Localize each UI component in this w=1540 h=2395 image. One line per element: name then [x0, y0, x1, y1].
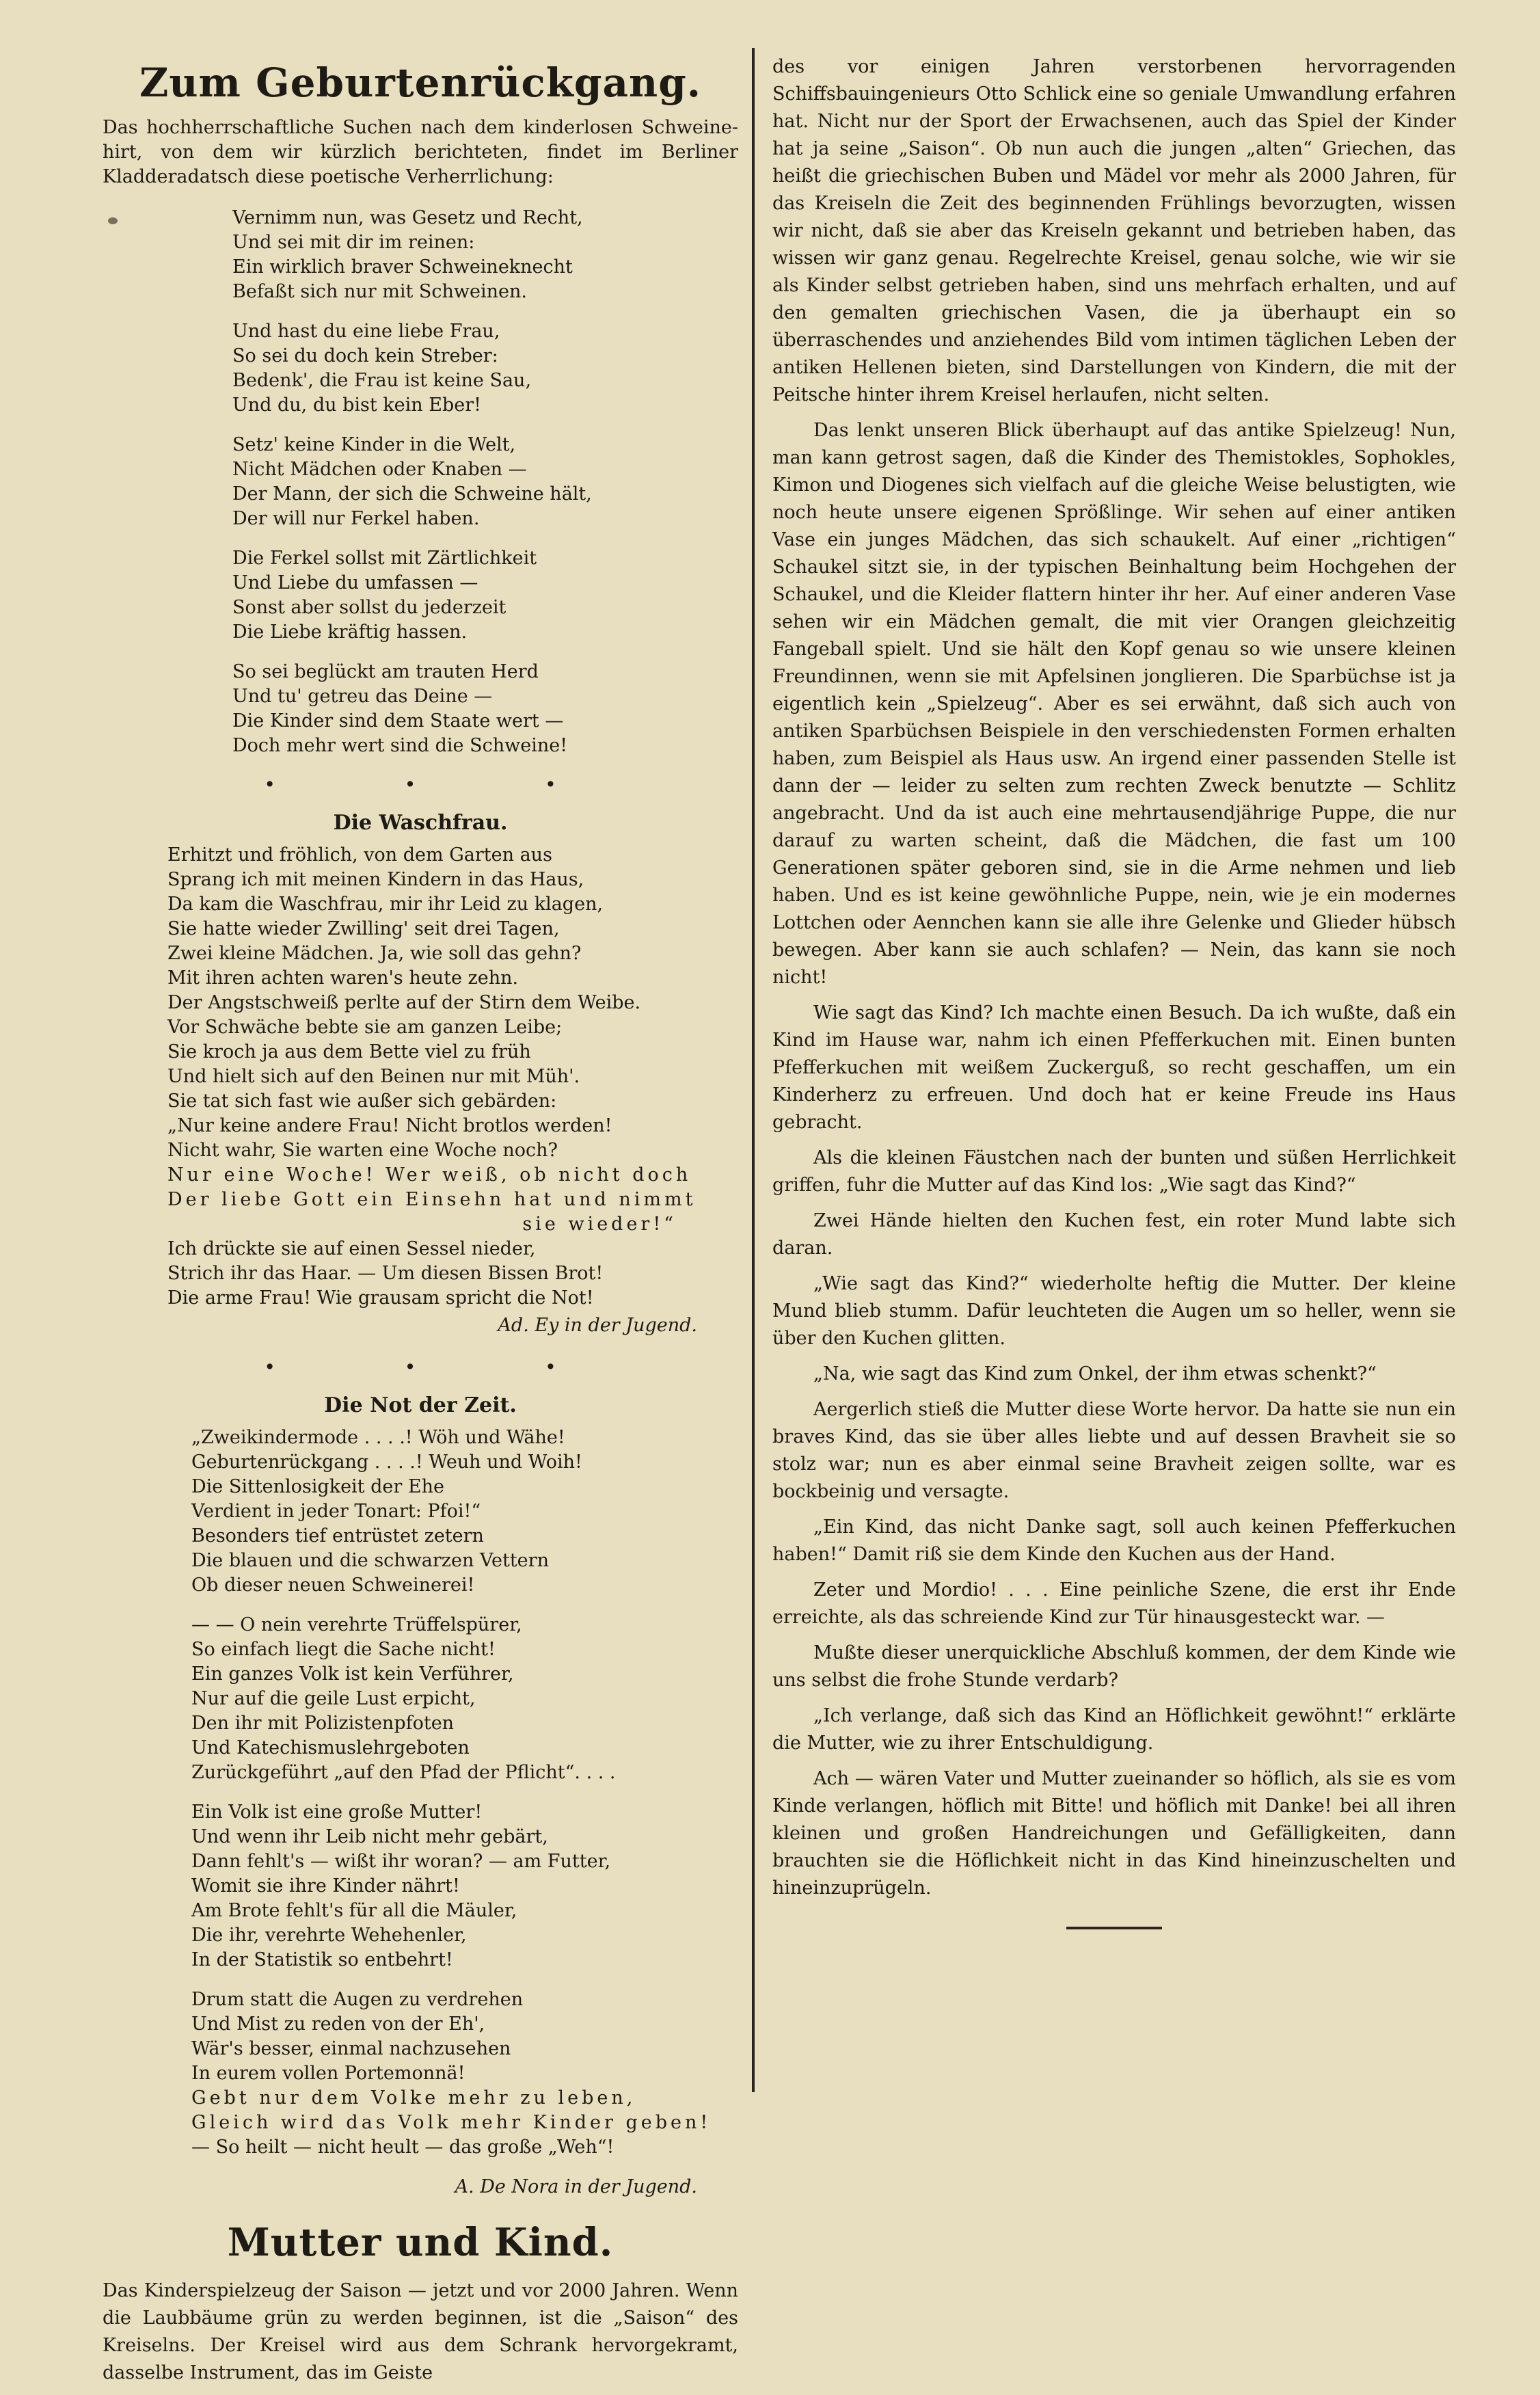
article-paragraph: „Na, wie sagt das Kind zum Onkel, der ihm etwas schenkt?“	[813, 1363, 1377, 1384]
poem-line: Der Angstschweiß perlte auf der Stirn dem Weibe.	[167, 991, 641, 1013]
article-paragraph: Als die kleinen Fäustchen nach der bunten und süßen Herrlichkeit griffen, fuhr die Mutter auf das Kind los: „Wie sagt das Kind?“	[772, 1147, 1456, 1196]
poem-line: Bedenk', die Frau ist keine Sau,	[232, 369, 532, 391]
poem-line: Am Brote fehlt's für all die Mäuler,	[191, 1899, 517, 1921]
column-rule	[752, 48, 755, 2092]
article-paragraph: Ach — wären Vater und Mutter zueinander so höflich, als sie es vom Kinde verlangen, höflich mit Bitte! und höflich mit Danke! bei all ihren kleinen und großen Handreichungen und Gefälligkeiten, dann brauchten sie die Höflichkeit nicht in das Kind hineinzuschelten und hineinzuprügeln.	[772, 1768, 1456, 1899]
right-column	[772, 53, 1456, 1929]
poem-line: Die Kinder sind dem Staate wert —	[232, 710, 564, 732]
poem-line: Die Sittenlosigkeit der Ehe	[191, 1475, 444, 1497]
article-intro: Das hochherrschaftliche Suchen nach dem kinderlosen Schweine-hirt, von dem wir kürzlich berichteten, findet im Berliner Kladderadatsch diese poetische Verherrlichung:	[103, 116, 738, 187]
poem-not-der-zeit	[191, 1426, 738, 2160]
article-paragraph: Aergerlich stieß die Mutter diese Worte hervor. Da hatte sie nun ein braves Kind, das sie über alles liebte und auf dessen Bravheit sie so stolz war; nun es aber einmal seine Bravheit zeigen sollte, war es bockbeinig und versagte.	[772, 1399, 1456, 1502]
poem-line: Geburtenrückgang . . . .! Weuh und Woih!	[191, 1451, 582, 1473]
poem-line: Zwei kleine Mädchen. Ja, wie soll das gehn?	[167, 942, 582, 964]
poem-line: Die ihr, verehrte Wehehenler,	[191, 1924, 467, 1946]
poem-line: Die Ferkel sollst mit Zärtlichkeit	[232, 547, 537, 569]
poem-line: Und sei mit dir im reinen:	[232, 231, 475, 253]
poem-line: Und du, du bist kein Eber!	[232, 394, 481, 416]
poem-line: Und hielt sich auf den Beinen nur mit Müh'.	[167, 1065, 580, 1087]
poem-title: Die Waschfrau.	[333, 810, 508, 835]
poem-line: Befaßt sich nur mit Schweinen.	[232, 280, 527, 302]
poem-line: Besonders tief entrüstet zetern	[191, 1525, 484, 1547]
poem-line: Womit sie ihre Kinder nährt!	[191, 1875, 460, 1897]
poem-line: Dann fehlt's — wißt ihr woran? — am Futter,	[191, 1850, 611, 1872]
article-title: Zum Geburtenrückgang.	[139, 59, 701, 106]
article-paragraph: Zwei Hände hielten den Kuchen fest, ein roter Mund labte sich daran.	[772, 1210, 1456, 1259]
section-separator: • • •	[264, 1355, 618, 1378]
poem-title: Die Not der Zeit.	[324, 1393, 517, 1417]
poem-stanza	[191, 1988, 738, 2160]
poem-line: Drum statt die Augen zu verdrehen	[191, 1988, 524, 2010]
poem-line: Nicht wahr, Sie warten eine Woche noch?	[167, 1139, 558, 1161]
poem-line: In eurem vollen Portemonnä!	[191, 2062, 465, 2084]
poem-line: So sei du doch kein Streber:	[232, 345, 498, 366]
poem-stanza	[191, 1800, 738, 1972]
poem-line: Doch mehr wert sind die Schweine!	[232, 734, 568, 756]
article-paragraph: des vor einigen Jahren verstorbenen hervorragenden Schiffsbauingenieurs Otto Schlick eine so geniale Umwandlung erfahren hat. Nicht nur der Sport der Erwachsenen, auch das Spiel der Kinder hat ja seine „Saison“. Ob nun auch die jungen „alten“ Griechen, das heißt die griechischen Buben und Mädel vor mehr als 2000 Jahren, für das Kreiseln die Zeit des beginnenden Frühlings bevorzugten, wissen wir nicht, daß sie aber das Kreiseln gekannt und betrieben haben, das wissen wir ganz genau. Regelrechte Kreisel, genau solche, wie wir sie als Kinder selbst getrieben haben, sind uns mehrfach erhalten, und auf den gemalten griechischen Vasen, die ja überhaupt ein so überraschendes und anziehendes Bild vom intimen täglichen Leben der antiken Hellenen bieten, sind Darstellungen von Kindern, die mit der Peitsche hinter ihrem Kreisel herlaufen, nicht selten.	[772, 56, 1456, 405]
article-paragraph: Mußte dieser unerquickliche Abschluß kommen, der dem Kinde wie uns selbst die frohe Stunde verdarb?	[772, 1642, 1456, 1691]
poem-line: So einfach liegt die Sache nicht!	[191, 1638, 496, 1660]
poem-line: Die blauen und die schwarzen Vettern	[191, 1549, 549, 1571]
poem-line: Erhitzt und fröhlich, von dem Garten aus	[167, 844, 552, 866]
poem-stanza	[191, 1613, 738, 1785]
poem-line: — So heilt — nicht heult — das große „Weh“!	[191, 2136, 614, 2158]
poem-line: Nur eine Woche! Wer weiß, ob nicht doch	[167, 1164, 692, 1186]
poem-line: So sei beglückt am trauten Herd	[232, 660, 539, 682]
poem-line: Die Liebe kräftig hassen.	[232, 621, 468, 643]
poem-attribution: A. De Nora in der Jugend.	[455, 2176, 697, 2197]
poem-stanza	[232, 433, 738, 531]
poem-line: Gleich wird das Volk mehr Kinder geben!	[191, 2111, 712, 2133]
poem-schweineknecht	[103, 206, 738, 758]
article-paragraph: „Ich verlange, daß sich das Kind an Höflichkeit gewöhnt!“ erklärte die Mutter, wie zu ihrer Entschuldigung.	[772, 1705, 1456, 1754]
poem-line: Vernimm nun, was Gesetz und Recht,	[232, 206, 583, 228]
poem-waschfrau	[167, 843, 738, 1311]
poem-line: „Nur keine andere Frau! Nicht brotlos werden!	[167, 1114, 612, 1136]
poem-line: „Zweikindermode . . . .! Wöh und Wähe!	[191, 1426, 565, 1448]
poem-stanza	[232, 546, 738, 645]
poem-line: Strich ihr das Haar. — Um diesen Bissen Brot!	[167, 1262, 604, 1284]
poem-line: Ob dieser neuen Schweinerei!	[191, 1574, 475, 1596]
poem-line: Ich drückte sie auf einen Sessel nieder,	[167, 1237, 536, 1259]
poem-line: Den ihr mit Polizistenpfoten	[191, 1712, 455, 1734]
poem-line: Verdient in jeder Tonart: Pfoi!“	[191, 1500, 481, 1522]
article-paragraph: Zeter und Mordio! . . . Eine peinliche Szene, die erst ihr Ende erreichte, als das schreiende Kind zur Tür hinausgesteckt war. —	[772, 1579, 1456, 1628]
poem-line: Da kam die Waschfrau, mir ihr Leid zu klagen,	[167, 893, 604, 915]
poem-line: Ein wirklich braver Schweineknecht	[232, 256, 573, 278]
poem-line: Wär's besser, einmal nachzusehen	[191, 2037, 511, 2059]
poem-line: Der Mann, der sich die Schweine hält,	[232, 483, 592, 505]
poem-line: Setz' keine Kinder in die Welt,	[232, 433, 516, 455]
poem-line: sie wieder!“	[522, 1213, 677, 1235]
poem-line: — — O nein verehrte Trüffelspürer,	[191, 1614, 522, 1635]
poem-stanza	[232, 660, 738, 758]
poem-line: Gebt nur dem Volke mehr zu leben,	[191, 2087, 636, 2109]
poem-line: Ein ganzes Volk ist kein Verführer,	[191, 1663, 514, 1685]
poem-line: Sie hatte wieder Zwilling' seit drei Tagen,	[167, 918, 560, 939]
poem-stanza	[191, 1426, 738, 1598]
poem-line: Nicht Mädchen oder Knaben —	[232, 458, 527, 480]
article-paragraph: Das lenkt unseren Blick überhaupt auf das antike Spielzeug! Nun, man kann getrost sagen, daß die Kinder des Themistokles, Sophokles, Kimon und Diogenes sich vielfach auf die gleiche Weise belustigten, wie noch heute unsere eigenen Sprößlinge. Wir sehen auf einer antiken Vase ein junges Mädchen, das sich schaukelt. Auf einer „richtigen“ Schaukel sitzt sie, in der typischen Beinhaltung beim Hochgehen der Schaukel, und die Kleider flattern hinter ihr her. Auf einer anderen Vase sehen wir ein Mädchen gemalt, die mit vier Orangen gleichzeitig Fangeball spielt. Und sie hält den Kopf genau so wie unsere kleinen Freundinnen, wenn sie mit Apfelsinen jonglieren. Die Sparbüchse ist ja eigentlich kein „Spielzeug“. Aber es sei erwähnt, daß sich auch von antiken Sparbüchsen Beispiele in den verschiedensten Formen erhalten haben, zum Beispiel als Haus usw. An irgend einer passenden Stelle ist dann der — leider zu selten zum rechten Zweck benutzte — Schlitz angebracht. Und da ist auch eine mehrtausendjährige Puppe, die nur darauf zu warten scheint, daß die Mädchen, die fast um 100 Generationen später geboren sind, sie in die Arme nehmen und lieb haben. Und es ist keine gewöhnliche Puppe, nein, wie je ein modernes Lottchen oder Aennchen kann sie alle ihre Gelenke und Glieder hübsch bewegen. Aber kann sie auch schlafen? — Nein, das kann sie noch nicht!	[772, 420, 1456, 988]
article-paragraph: „Wie sagt das Kind?“ wiederholte heftig die Mutter. Der kleine Mund blieb stumm. Dafür leuchteten die Augen um so heller, wenn sie über den Kuchen glitten.	[772, 1273, 1456, 1349]
article-paragraph: „Ein Kind, das nicht Danke sagt, soll auch keinen Pfefferkuchen haben!“ Damit riß sie dem Kinde den Kuchen aus der Hand.	[772, 1516, 1456, 1565]
poem-line: Und wenn ihr Leib nicht mehr gebärt,	[191, 1825, 548, 1847]
poem-line: Der liebe Gott ein Einsehn hat und nimmt	[167, 1188, 697, 1210]
poem-line: Und Liebe du umfassen —	[232, 572, 478, 593]
article-paragraph: Das Kinderspielzeug der Saison — jetzt und vor 2000 Jahren. Wenn die Laubbäume grün zu werden beginnen, ist die „Saison“ des Kreiselns. Der Kreisel wird aus dem Schrank hervorgekramt, dasselbe Instrument, das im Geiste	[103, 2279, 738, 2383]
poem-line: Und hast du eine liebe Frau,	[232, 320, 500, 342]
poem-line: Nur auf die geile Lust erpicht,	[191, 1687, 476, 1709]
poem-line: Vor Schwäche bebte sie am ganzen Leibe;	[167, 1016, 563, 1038]
poem-line: Sprang ich mit meinen Kindern in das Haus,	[167, 868, 584, 890]
poem-line: Und Mist zu reden von der Eh',	[191, 2013, 485, 2035]
poem-attribution: Ad. Ey in der Jugend.	[498, 1314, 697, 1336]
section-separator: • • •	[264, 773, 618, 796]
poem-line: In der Statistik so entbehrt!	[191, 1949, 453, 1970]
poem-line: Sonst aber sollst du jederzeit	[232, 596, 506, 618]
poem-line: Sie kroch ja aus dem Bette viel zu früh	[167, 1041, 531, 1062]
poem-line: Sie tat sich fast wie außer sich gebärden:	[167, 1090, 557, 1112]
poem-line: Mit ihren achten waren's heute zehn.	[167, 967, 519, 989]
poem-line: Und tu' getreu das Deine —	[232, 685, 493, 707]
poem-stanza	[232, 319, 738, 418]
poem-line: Ein Volk ist eine große Mutter!	[191, 1801, 483, 1823]
end-rule	[1066, 1927, 1162, 1929]
poem-line: Zurückgeführt „auf den Pfad der Pflicht“. . . .	[191, 1761, 616, 1783]
article-title: Mutter und Kind.	[227, 2219, 614, 2265]
poem-line: Der will nur Ferkel haben.	[232, 507, 480, 529]
poem-stanza	[232, 206, 738, 304]
poem-line: Und Katechismuslehrgeboten	[191, 1737, 470, 1758]
poem-line: Die arme Frau! Wie grausam spricht die Not!	[167, 1287, 594, 1309]
article-paragraph: Wie sagt das Kind? Ich machte einen Besuch. Da ich wußte, daß ein Kind im Hause war, nahm ich einen Pfefferkuchen mit. Einen bunten Pfefferkuchen mit weißem Zuckerguß, so recht geschaffen, um ein Kinderherz zu erfreuen. Und doch hat er keine Freude ins Haus gebracht.	[772, 1002, 1456, 1133]
left-column	[103, 53, 738, 2395]
